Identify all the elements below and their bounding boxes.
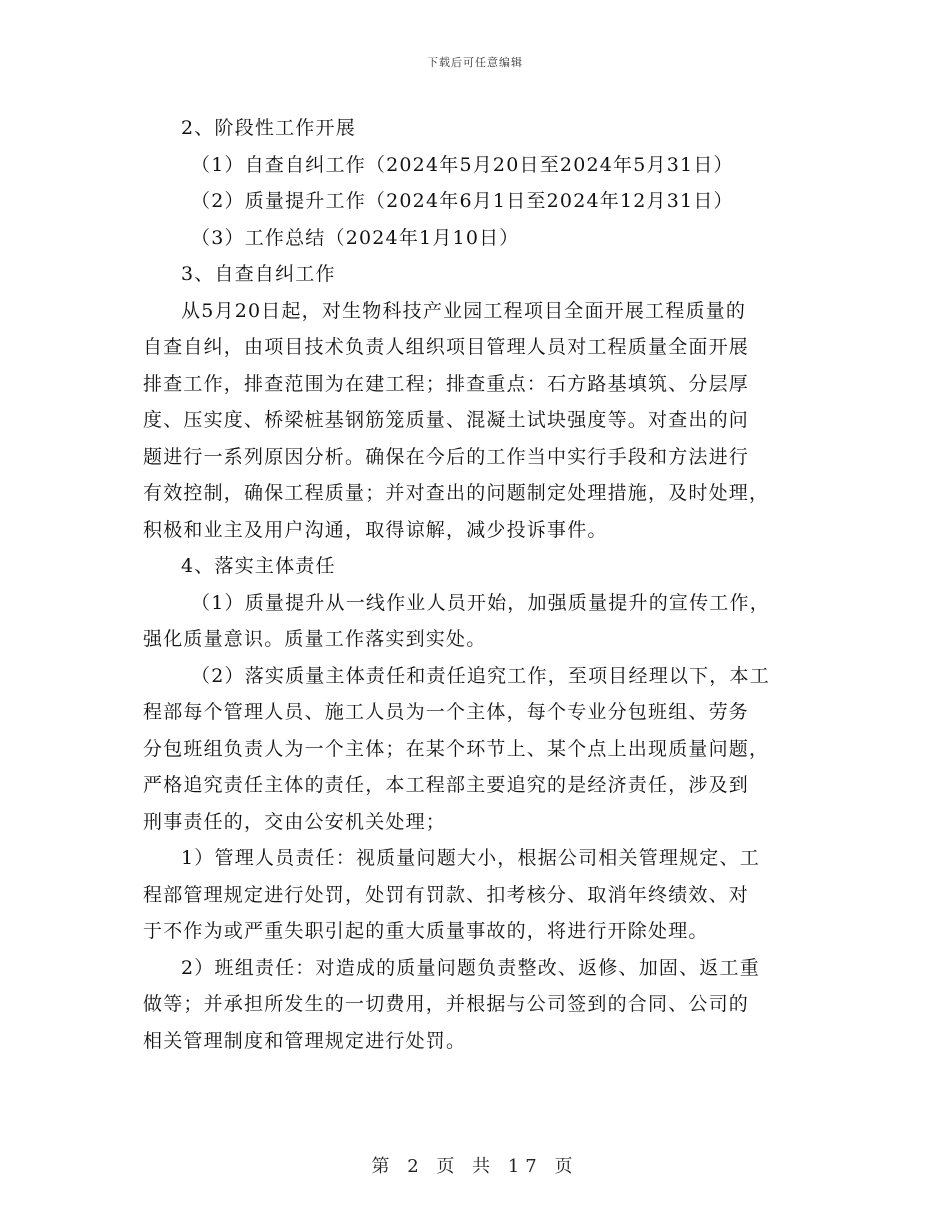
text-line: 严格追究责任主体的责任，本工程部主要追究的是经济责任，涉及到 <box>143 774 750 796</box>
text-line: （2）质量提升工作（2024年6月1日至2024年12月31日） <box>191 190 734 212</box>
text-line: 4、落实主体责任 <box>181 555 336 577</box>
text-line: 2）班组责任：对造成的质量问题负责整改、返修、加固、返工重 <box>181 956 760 979</box>
text-line: 度、压实度、桥梁桩基钢筋笼质量、混凝土试块强度等。对查出的问 <box>143 409 750 431</box>
text-line: 2、阶段性工作开展 <box>181 117 356 139</box>
document-body <box>143 110 808 1059</box>
text-line: 积极和业主及用户沟通，取得谅解，减少投诉事件。 <box>143 518 608 541</box>
text-line: 于不作为或严重失职引起的重大质量事故的，将进行开除处理。 <box>143 920 709 942</box>
text-line: 刑事责任的，交由公安机关处理； <box>143 810 447 833</box>
text-line: 程部每个管理人员、施工人员为一个主体，每个专业分包班组、劳务 <box>143 701 750 723</box>
text-line: 有效控制，确保工程质量；并对查出的问题制定处理措施，及时处理， <box>143 482 770 504</box>
text-line: 排查工作，排查范围为在建工程；排查重点：石方路基填筑、分层厚 <box>143 372 750 395</box>
text-line: 1）管理人员责任：视质量问题大小，根据公司相关管理规定、工 <box>181 847 760 869</box>
text-line: 程部管理规定进行处罚，处罚有罚款、扣考核分、取消年终绩效、对 <box>143 883 750 906</box>
page-header: 下载后可任意编辑 <box>427 56 523 69</box>
text-line: （2）落实质量主体责任和责任追究工作，至项目经理以下，本工 <box>191 664 770 687</box>
text-line: 自查自纠，由项目技术负责人组织项目管理人员对工程质量全面开展 <box>143 336 750 358</box>
text-line: 3、自查自纠工作 <box>181 263 336 285</box>
text-line: 强化质量意识。质量工作落实到实处。 <box>143 628 487 650</box>
text-line: （1）质量提升从一线作业人员开始，加强质量提升的宣传工作， <box>191 591 770 614</box>
text-line: 从5月20日起，对生物科技产业园工程项目全面开展工程质量的 <box>181 299 747 322</box>
text-line: 相关管理制度和管理规定进行处罚。 <box>143 1029 467 1052</box>
text-line: （1）自查自纠工作（2024年5月20日至2024年5月31日） <box>191 153 734 176</box>
text-line: 做等；并承担所发生的一切费用，并根据与公司签到的合同、公司的 <box>143 993 750 1015</box>
page-number-footer: 第 2 页 共 17 页 <box>371 1156 579 1177</box>
text-line: （3）工作总结（2024年1月10日） <box>191 226 520 249</box>
text-line: 题进行一系列原因分析。确保在今后的工作当中实行手段和方法进行 <box>143 445 750 468</box>
text-line: 分包班组负责人为一个主体；在某个环节上、某个点上出现质量问题， <box>143 737 770 760</box>
